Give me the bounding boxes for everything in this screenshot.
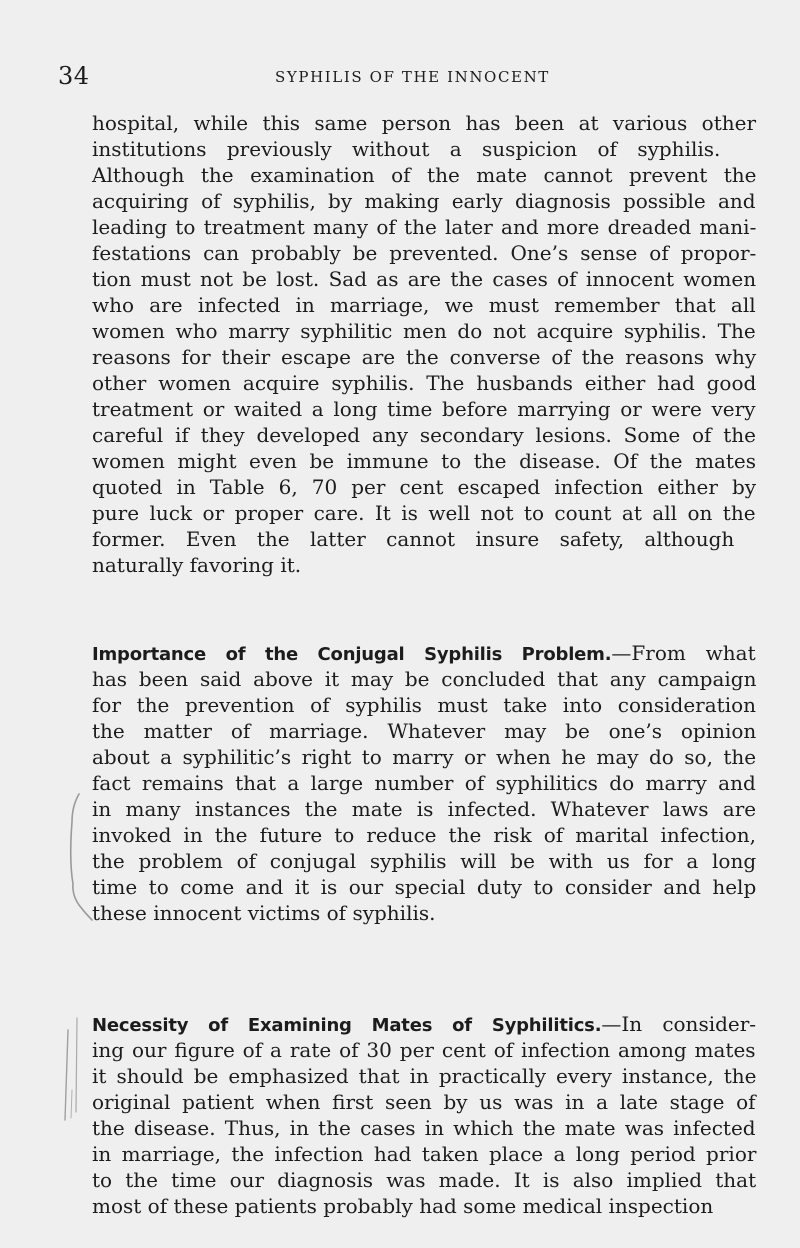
text-line: has been said above it may be concluded that any campaign — [92, 667, 757, 691]
paragraph-3 — [92, 1011, 756, 1219]
paragraph-2 — [92, 640, 756, 926]
text-run: —In consider- — [601, 1012, 757, 1036]
text-line: to the time our diagnosis was made. It is also implied that — [92, 1168, 757, 1192]
text-line: who are infected in marriage, we must remember that all — [92, 293, 756, 317]
text-line: acquiring of syphilis, by making early diagnosis possible and — [92, 189, 756, 213]
text-line: tion must not be lost. Sad as are the cases of innocent women — [92, 267, 757, 291]
text-line: fact remains that a large number of syphilitics do marry and — [92, 771, 756, 795]
text-line: it should be emphasized that in practically every instance, the — [92, 1064, 757, 1088]
running-head: SYPHILIS OF THE INNOCENT — [275, 68, 550, 86]
text-line: women who marry syphilitic men do not acquire syphilis. The — [92, 319, 756, 343]
text-line: former. Even the latter cannot insure safety, although — [92, 527, 735, 551]
text-line: original patient when first seen by us was in a late stage of — [92, 1090, 756, 1114]
section-heading: Necessity of Examining Mates of Syphilitics. — [92, 1015, 602, 1036]
section-heading: Importance of the Conjugal Syphilis Problem. — [92, 644, 612, 665]
text-line: other women acquire syphilis. The husbands either had good — [92, 371, 757, 395]
margin-line-mark — [71, 1090, 72, 1118]
text-run: —From what — [611, 641, 756, 665]
text-line: hospital, while this same person has been at various other — [92, 111, 757, 135]
text-line: for the prevention of syphilis must take into consideration — [92, 693, 757, 717]
text-line: ing our figure of a rate of 30 per cent of infection among mates — [92, 1038, 756, 1062]
text-line: reasons for their escape are the converse of the reasons why — [92, 345, 757, 369]
text-line: the matter of marriage. Whatever may be one’s opinion — [92, 719, 757, 743]
text-line: time to come and it is our special duty to consider and help — [92, 875, 757, 899]
margin-line-mark — [65, 1030, 68, 1120]
paragraph-1 — [92, 110, 756, 578]
margin-line-mark — [76, 1018, 77, 1112]
text-line — [92, 640, 756, 666]
text-line: about a syphilitic’s right to marry or when he may do so, the — [92, 745, 757, 769]
text-line: the disease. Thus, in the cases in which the mate was infected — [92, 1116, 756, 1140]
page-number: 34 — [58, 62, 90, 90]
text-line: quoted in Table 6, 70 per cent escaped infection either by — [92, 475, 757, 499]
text-line: these innocent victims of syphilis. — [92, 901, 436, 925]
margin-bracket-mark — [71, 794, 92, 920]
text-line: Although the examination of the mate cannot prevent the — [92, 163, 757, 187]
text-line: in many instances the mate is infected. Whatever laws are — [92, 797, 757, 821]
text-line: careful if they developed any secondary lesions. Some of the — [92, 423, 757, 447]
text-line: leading to treatment many of the later and more dreaded mani- — [92, 215, 757, 239]
text-line: the problem of conjugal syphilis will be with us for a long — [92, 849, 757, 873]
text-line: most of these patients probably had some medical inspection — [92, 1194, 714, 1218]
text-line: festations can probably be prevented. One’s sense of propor- — [92, 241, 757, 265]
text-line — [92, 1011, 756, 1037]
text-line: treatment or waited a long time before marrying or were very — [92, 397, 756, 421]
text-line: institutions previously without a suspicion of syphilis. — [92, 137, 721, 161]
text-line: pure luck or proper care. It is well not to count at all on the — [92, 501, 756, 525]
text-line: women might even be immune to the disease. Of the mates — [92, 449, 757, 473]
text-line: invoked in the future to reduce the risk of marital infection, — [92, 823, 756, 847]
text-line: naturally favoring it. — [92, 553, 302, 577]
text-line: in marriage, the infection had taken place a long period prior — [92, 1142, 757, 1166]
